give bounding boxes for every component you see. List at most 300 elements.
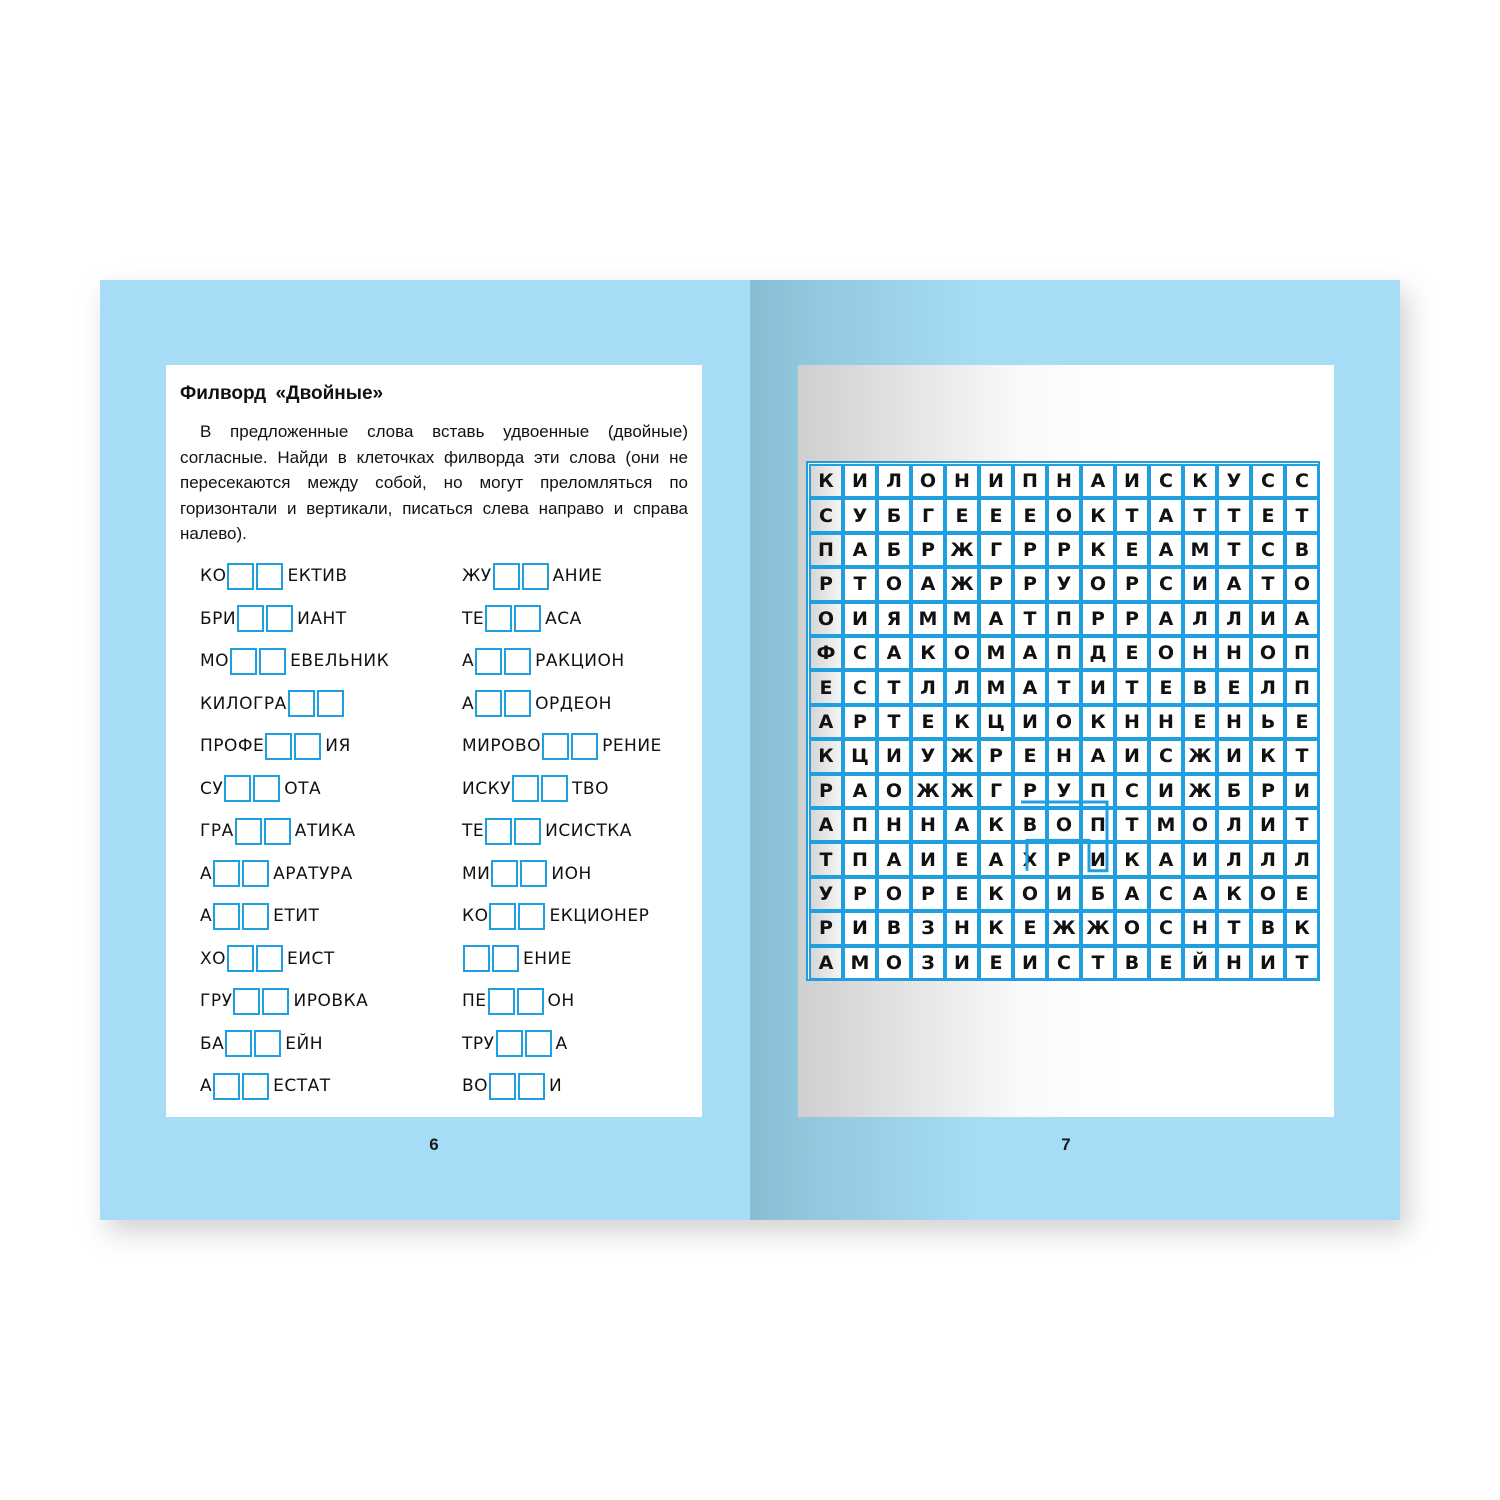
- letter-box[interactable]: [541, 775, 568, 802]
- grid-cell[interactable]: Л: [1251, 842, 1285, 876]
- grid-cell[interactable]: Н: [1115, 705, 1149, 739]
- grid-cell[interactable]: И: [1081, 670, 1115, 704]
- grid-cell[interactable]: М: [979, 636, 1013, 670]
- grid-cell[interactable]: П: [1013, 464, 1047, 498]
- word-item: [462, 640, 662, 683]
- letter-box[interactable]: [227, 945, 254, 972]
- grid-cell[interactable]: Т: [1013, 602, 1047, 636]
- grid-cell[interactable]: Р: [843, 705, 877, 739]
- grid-cell[interactable]: К: [1081, 705, 1115, 739]
- grid-cell[interactable]: Т: [1285, 946, 1319, 980]
- grid-cell[interactable]: Н: [1217, 705, 1251, 739]
- grid-cell[interactable]: Р: [1013, 533, 1047, 567]
- grid-cell[interactable]: М: [1183, 533, 1217, 567]
- grid-cell[interactable]: О: [911, 464, 945, 498]
- letter-box[interactable]: [493, 563, 520, 590]
- grid-cell[interactable]: Р: [1013, 774, 1047, 808]
- grid-cell[interactable]: Н: [1217, 636, 1251, 670]
- grid-cell[interactable]: В: [877, 911, 911, 945]
- letter-boxes: [485, 818, 543, 845]
- grid-cell[interactable]: И: [945, 946, 979, 980]
- grid-cell[interactable]: Р: [1047, 533, 1081, 567]
- grid-cell[interactable]: Л: [1251, 670, 1285, 704]
- grid-cell[interactable]: Н: [1047, 739, 1081, 773]
- grid-cell[interactable]: А: [979, 602, 1013, 636]
- letter-box[interactable]: [253, 775, 280, 802]
- grid-cell[interactable]: И: [1217, 739, 1251, 773]
- grid-cell[interactable]: Л: [945, 670, 979, 704]
- grid-cell[interactable]: А: [945, 808, 979, 842]
- grid-cell[interactable]: Е: [1149, 670, 1183, 704]
- grid-cell[interactable]: С: [843, 636, 877, 670]
- grid-cell[interactable]: К: [1251, 739, 1285, 773]
- grid-cell[interactable]: С: [1149, 739, 1183, 773]
- grid-cell[interactable]: Е: [945, 842, 979, 876]
- grid-cell[interactable]: И: [1081, 842, 1115, 876]
- grid-cell[interactable]: Л: [911, 670, 945, 704]
- grid-cell[interactable]: И: [843, 911, 877, 945]
- grid-cell[interactable]: К: [1285, 911, 1319, 945]
- grid-cell[interactable]: Ж: [945, 774, 979, 808]
- grid-cell[interactable]: Е: [1115, 636, 1149, 670]
- letter-box[interactable]: [518, 903, 545, 930]
- letter-boxes: [213, 903, 271, 930]
- grid-cell[interactable]: В: [1251, 911, 1285, 945]
- grid-cell[interactable]: И: [843, 602, 877, 636]
- grid-cell[interactable]: А: [877, 636, 911, 670]
- grid-cell[interactable]: И: [1013, 705, 1047, 739]
- letter-box[interactable]: [525, 1030, 552, 1057]
- grid-cell[interactable]: У: [1047, 774, 1081, 808]
- grid-cell[interactable]: Т: [1285, 498, 1319, 532]
- word-item: [200, 555, 389, 598]
- grid-cell[interactable]: О: [1251, 636, 1285, 670]
- grid-cell[interactable]: Н: [1217, 946, 1251, 980]
- grid-cell[interactable]: Н: [1047, 464, 1081, 498]
- grid-cell[interactable]: Т: [1115, 670, 1149, 704]
- grid-cell[interactable]: И: [877, 739, 911, 773]
- letter-box[interactable]: [542, 733, 569, 760]
- grid-cell[interactable]: П: [1081, 808, 1115, 842]
- grid-cell[interactable]: А: [979, 842, 1013, 876]
- letter-box[interactable]: [518, 1073, 545, 1100]
- word-item: [200, 725, 389, 768]
- grid-cell[interactable]: Б: [877, 533, 911, 567]
- grid-cell[interactable]: И: [1285, 774, 1319, 808]
- grid-cell[interactable]: Т: [1115, 498, 1149, 532]
- grid-cell[interactable]: Х: [1013, 842, 1047, 876]
- grid-cell[interactable]: П: [843, 842, 877, 876]
- grid-cell[interactable]: А: [1013, 636, 1047, 670]
- grid-cell[interactable]: А: [1115, 877, 1149, 911]
- word-suffix: ЕТИТ: [273, 906, 320, 927]
- letter-box[interactable]: [265, 733, 292, 760]
- grid-cell[interactable]: И: [1251, 946, 1285, 980]
- grid-cell[interactable]: У: [1217, 464, 1251, 498]
- grid-cell[interactable]: О: [809, 602, 843, 636]
- grid-cell[interactable]: В: [1115, 946, 1149, 980]
- grid-cell[interactable]: Е: [1013, 911, 1047, 945]
- grid-cell[interactable]: М: [979, 670, 1013, 704]
- grid-cell[interactable]: Р: [979, 567, 1013, 601]
- letter-box[interactable]: [571, 733, 598, 760]
- letter-box[interactable]: [514, 818, 541, 845]
- grid-cell[interactable]: А: [809, 705, 843, 739]
- grid-cell[interactable]: И: [979, 464, 1013, 498]
- letter-box[interactable]: [512, 775, 539, 802]
- grid-cell[interactable]: Е: [945, 498, 979, 532]
- grid-cell[interactable]: К: [911, 636, 945, 670]
- grid-cell[interactable]: Е: [1115, 533, 1149, 567]
- grid-cell[interactable]: А: [1285, 602, 1319, 636]
- letter-box[interactable]: [491, 860, 518, 887]
- grid-cell[interactable]: И: [1115, 739, 1149, 773]
- grid-cell[interactable]: Е: [945, 877, 979, 911]
- grid-cell[interactable]: Н: [945, 911, 979, 945]
- grid-cell[interactable]: К: [1081, 533, 1115, 567]
- grid-cell[interactable]: П: [1285, 636, 1319, 670]
- grid-cell[interactable]: А: [1149, 842, 1183, 876]
- letter-box[interactable]: [259, 648, 286, 675]
- letter-box[interactable]: [225, 1030, 252, 1057]
- word-prefix: МО: [200, 651, 230, 672]
- grid-cell[interactable]: В: [1183, 670, 1217, 704]
- grid-cell[interactable]: Л: [1285, 842, 1319, 876]
- grid-cell[interactable]: Е: [979, 946, 1013, 980]
- letter-box[interactable]: [256, 563, 283, 590]
- grid-cell[interactable]: Р: [1047, 842, 1081, 876]
- grid-cell[interactable]: Б: [1217, 774, 1251, 808]
- grid-cell[interactable]: Л: [1217, 808, 1251, 842]
- grid-cell[interactable]: П: [1047, 602, 1081, 636]
- grid-cell[interactable]: С: [1251, 533, 1285, 567]
- grid-cell[interactable]: И: [1251, 808, 1285, 842]
- grid-cell[interactable]: С: [809, 498, 843, 532]
- grid-cell[interactable]: К: [979, 911, 1013, 945]
- grid-cell[interactable]: П: [809, 533, 843, 567]
- grid-cell[interactable]: О: [1183, 808, 1217, 842]
- grid-cell[interactable]: Т: [877, 705, 911, 739]
- grid-cell[interactable]: Ф: [809, 636, 843, 670]
- grid-cell[interactable]: Е: [1149, 946, 1183, 980]
- grid-cell[interactable]: А: [877, 842, 911, 876]
- grid-cell[interactable]: С: [1285, 464, 1319, 498]
- letter-box[interactable]: [266, 605, 293, 632]
- letter-box[interactable]: [485, 605, 512, 632]
- letter-box[interactable]: [242, 860, 269, 887]
- letter-boxes: [227, 945, 285, 972]
- letter-boxes: [233, 988, 291, 1015]
- grid-cell[interactable]: Е: [1285, 705, 1319, 739]
- grid-cell[interactable]: И: [1183, 567, 1217, 601]
- letter-box[interactable]: [294, 733, 321, 760]
- instructions-text: В предложенные слова вставь удвоенные (двойные) согласные. Найди в клеточках филворда эти слова (они не пересекаются между собой, но могут преломляться по горизонтали и вертикали, писаться слева направо и справа налево).: [180, 422, 688, 543]
- grid-cell[interactable]: А: [1217, 567, 1251, 601]
- grid-cell[interactable]: Г: [979, 533, 1013, 567]
- grid-cell[interactable]: У: [1047, 567, 1081, 601]
- letter-box[interactable]: [224, 775, 251, 802]
- grid-cell[interactable]: Ж: [1047, 911, 1081, 945]
- letter-box[interactable]: [489, 1073, 516, 1100]
- grid-cell[interactable]: М: [1149, 808, 1183, 842]
- grid-cell[interactable]: Л: [1183, 602, 1217, 636]
- word-prefix: А: [200, 863, 213, 884]
- letter-boxes: [225, 1030, 283, 1057]
- word-item: [200, 768, 389, 811]
- grid-cell[interactable]: С: [843, 670, 877, 704]
- grid-cell[interactable]: О: [877, 877, 911, 911]
- letter-box[interactable]: [317, 690, 344, 717]
- letter-box[interactable]: [237, 605, 264, 632]
- grid-cell[interactable]: А: [1183, 877, 1217, 911]
- grid-cell[interactable]: Е: [1013, 739, 1047, 773]
- grid-cell[interactable]: Е: [809, 670, 843, 704]
- grid-cell[interactable]: Ж: [945, 567, 979, 601]
- letter-boxes: [237, 605, 295, 632]
- grid-cell[interactable]: Р: [979, 739, 1013, 773]
- grid-cell[interactable]: Г: [979, 774, 1013, 808]
- letter-box[interactable]: [213, 1073, 240, 1100]
- grid-cell[interactable]: С: [1251, 464, 1285, 498]
- grid-cell[interactable]: Р: [1115, 602, 1149, 636]
- word-list: [166, 555, 702, 1095]
- grid-cell[interactable]: А: [1149, 498, 1183, 532]
- grid-cell[interactable]: К: [809, 739, 843, 773]
- letter-box[interactable]: [242, 903, 269, 930]
- grid-cell[interactable]: С: [1115, 774, 1149, 808]
- grid-cell[interactable]: А: [809, 808, 843, 842]
- grid-cell[interactable]: Г: [911, 498, 945, 532]
- grid-cell[interactable]: Е: [1183, 705, 1217, 739]
- grid-cell[interactable]: Т: [1217, 533, 1251, 567]
- grid-cell[interactable]: В: [1285, 533, 1319, 567]
- word-suffix: РАКЦИОН: [535, 651, 625, 672]
- grid-cell[interactable]: О: [1285, 567, 1319, 601]
- grid-cell[interactable]: Ь: [1251, 705, 1285, 739]
- grid-cell[interactable]: Т: [1251, 567, 1285, 601]
- word-suffix: ЕИСТ: [287, 948, 335, 969]
- grid-cell[interactable]: Р: [911, 533, 945, 567]
- grid-cell[interactable]: Ж: [911, 774, 945, 808]
- letter-box[interactable]: [463, 945, 490, 972]
- grid-cell[interactable]: М: [843, 946, 877, 980]
- grid-cell[interactable]: К: [979, 808, 1013, 842]
- grid-cell[interactable]: У: [911, 739, 945, 773]
- grid-cell[interactable]: А: [843, 774, 877, 808]
- grid-cell[interactable]: Т: [1183, 498, 1217, 532]
- grid-cell[interactable]: Т: [1285, 808, 1319, 842]
- grid-cell[interactable]: А: [1013, 670, 1047, 704]
- grid-cell[interactable]: П: [843, 808, 877, 842]
- grid-cell[interactable]: С: [1047, 946, 1081, 980]
- grid-cell[interactable]: С: [1149, 877, 1183, 911]
- grid-cell[interactable]: Д: [1081, 636, 1115, 670]
- grid-cell[interactable]: Ж: [1183, 739, 1217, 773]
- letter-box[interactable]: [235, 818, 262, 845]
- grid-cell[interactable]: Т: [877, 670, 911, 704]
- grid-cell[interactable]: И: [1183, 842, 1217, 876]
- grid-cell[interactable]: О: [877, 946, 911, 980]
- grid-cell[interactable]: А: [809, 946, 843, 980]
- grid-cell[interactable]: К: [1183, 464, 1217, 498]
- letter-box[interactable]: [485, 818, 512, 845]
- grid-cell[interactable]: П: [1081, 774, 1115, 808]
- grid-cell[interactable]: О: [1115, 911, 1149, 945]
- grid-cell[interactable]: Н: [1183, 911, 1217, 945]
- letter-box[interactable]: [475, 648, 502, 675]
- grid-cell[interactable]: П: [1047, 636, 1081, 670]
- grid-cell[interactable]: У: [843, 498, 877, 532]
- grid-cell[interactable]: Е: [1251, 498, 1285, 532]
- grid-cell[interactable]: П: [1285, 670, 1319, 704]
- grid-cell[interactable]: Б: [1081, 877, 1115, 911]
- grid-cell[interactable]: О: [1251, 877, 1285, 911]
- grid-cell[interactable]: Р: [1251, 774, 1285, 808]
- letter-box[interactable]: [520, 860, 547, 887]
- grid-cell[interactable]: О: [1047, 498, 1081, 532]
- letter-box[interactable]: [488, 988, 515, 1015]
- grid-cell[interactable]: Н: [877, 808, 911, 842]
- letter-box[interactable]: [213, 903, 240, 930]
- grid-cell[interactable]: О: [1149, 636, 1183, 670]
- grid-cell[interactable]: Р: [809, 774, 843, 808]
- grid-cell[interactable]: К: [809, 464, 843, 498]
- grid-cell[interactable]: Р: [809, 567, 843, 601]
- grid-cell[interactable]: О: [1013, 877, 1047, 911]
- letter-box[interactable]: [475, 690, 502, 717]
- grid-cell[interactable]: Ж: [1183, 774, 1217, 808]
- grid-cell[interactable]: Т: [809, 842, 843, 876]
- grid-cell[interactable]: Н: [911, 808, 945, 842]
- grid-cell[interactable]: Ж: [945, 533, 979, 567]
- grid-cell[interactable]: Л: [877, 464, 911, 498]
- letter-box[interactable]: [492, 945, 519, 972]
- grid-cell[interactable]: Ж: [945, 739, 979, 773]
- letter-box[interactable]: [227, 563, 254, 590]
- grid-cell[interactable]: Ж: [1081, 911, 1115, 945]
- grid-cell[interactable]: О: [1047, 705, 1081, 739]
- grid-cell[interactable]: Е: [911, 705, 945, 739]
- letter-box[interactable]: [256, 945, 283, 972]
- grid-cell[interactable]: И: [1013, 946, 1047, 980]
- letter-box[interactable]: [514, 605, 541, 632]
- grid-cell[interactable]: Р: [1013, 567, 1047, 601]
- grid-cell[interactable]: Е: [1285, 877, 1319, 911]
- grid-cell[interactable]: М: [945, 602, 979, 636]
- grid-cell[interactable]: А: [1081, 739, 1115, 773]
- grid-cell[interactable]: М: [911, 602, 945, 636]
- letter-box[interactable]: [504, 648, 531, 675]
- word-prefix: КИЛОГРА: [200, 693, 287, 714]
- grid-cell[interactable]: С: [1149, 911, 1183, 945]
- grid-cell[interactable]: И: [911, 842, 945, 876]
- letter-box[interactable]: [233, 988, 260, 1015]
- grid-cell[interactable]: К: [1115, 842, 1149, 876]
- letter-box[interactable]: [213, 860, 240, 887]
- grid-cell[interactable]: К: [979, 877, 1013, 911]
- grid-cell[interactable]: Я: [877, 602, 911, 636]
- grid-cell[interactable]: Т: [843, 567, 877, 601]
- grid-cell[interactable]: Р: [911, 877, 945, 911]
- grid-cell[interactable]: О: [877, 774, 911, 808]
- letter-box[interactable]: [230, 648, 257, 675]
- grid-cell[interactable]: Е: [979, 498, 1013, 532]
- grid-cell[interactable]: Т: [1081, 946, 1115, 980]
- grid-cell[interactable]: О: [877, 567, 911, 601]
- grid-cell[interactable]: Т: [1285, 739, 1319, 773]
- grid-cell[interactable]: Л: [1217, 602, 1251, 636]
- grid-cell[interactable]: Р: [1115, 567, 1149, 601]
- grid-cell[interactable]: Н: [1183, 636, 1217, 670]
- letter-box[interactable]: [496, 1030, 523, 1057]
- grid-cell[interactable]: И: [1149, 774, 1183, 808]
- grid-cell[interactable]: О: [1047, 808, 1081, 842]
- grid-cell[interactable]: И: [843, 464, 877, 498]
- grid-cell[interactable]: Н: [1149, 705, 1183, 739]
- grid-cell[interactable]: Е: [1013, 498, 1047, 532]
- grid-cell[interactable]: З: [911, 911, 945, 945]
- grid-cell[interactable]: С: [1149, 567, 1183, 601]
- grid-cell[interactable]: А: [1149, 602, 1183, 636]
- letter-boxes: [224, 775, 282, 802]
- letter-box[interactable]: [522, 563, 549, 590]
- letter-box[interactable]: [504, 690, 531, 717]
- grid-cell[interactable]: Т: [1115, 808, 1149, 842]
- grid-cell[interactable]: К: [1217, 877, 1251, 911]
- letter-box[interactable]: [242, 1073, 269, 1100]
- grid-cell[interactable]: Р: [1081, 602, 1115, 636]
- grid-cell[interactable]: Н: [945, 464, 979, 498]
- word-prefix: КО: [200, 566, 227, 587]
- grid-cell[interactable]: И: [1115, 464, 1149, 498]
- word-suffix: ИСИСТКА: [545, 821, 632, 842]
- grid-cell[interactable]: Т: [1047, 670, 1081, 704]
- grid-cell[interactable]: В: [1013, 808, 1047, 842]
- grid-cell[interactable]: О: [945, 636, 979, 670]
- grid-cell[interactable]: Й: [1183, 946, 1217, 980]
- grid-cell[interactable]: Р: [809, 911, 843, 945]
- letter-box[interactable]: [262, 988, 289, 1015]
- word-prefix: СУ: [200, 778, 224, 799]
- letter-box[interactable]: [517, 988, 544, 1015]
- grid-cell[interactable]: А: [1081, 464, 1115, 498]
- grid-cell[interactable]: К: [945, 705, 979, 739]
- grid-cell[interactable]: Ц: [843, 739, 877, 773]
- grid-cell[interactable]: А: [911, 567, 945, 601]
- letter-box[interactable]: [489, 903, 516, 930]
- grid-cell[interactable]: У: [809, 877, 843, 911]
- grid-cell[interactable]: Е: [1217, 670, 1251, 704]
- grid-cell[interactable]: И: [1251, 602, 1285, 636]
- grid-cell[interactable]: З: [911, 946, 945, 980]
- grid-cell[interactable]: О: [1081, 567, 1115, 601]
- grid-cell[interactable]: И: [1047, 877, 1081, 911]
- grid-cell[interactable]: Т: [1217, 911, 1251, 945]
- grid-cell[interactable]: Т: [1217, 498, 1251, 532]
- grid-cell[interactable]: С: [1149, 464, 1183, 498]
- grid-cell[interactable]: Ц: [979, 705, 1013, 739]
- grid-cell[interactable]: Р: [843, 877, 877, 911]
- grid-cell[interactable]: Л: [1217, 842, 1251, 876]
- grid-cell[interactable]: А: [843, 533, 877, 567]
- word-prefix: ТЕ: [462, 821, 485, 842]
- letter-box[interactable]: [264, 818, 291, 845]
- grid-cell[interactable]: К: [1081, 498, 1115, 532]
- letter-box[interactable]: [288, 690, 315, 717]
- grid-cell[interactable]: Б: [877, 498, 911, 532]
- letter-box[interactable]: [254, 1030, 281, 1057]
- grid-cell[interactable]: А: [1149, 533, 1183, 567]
